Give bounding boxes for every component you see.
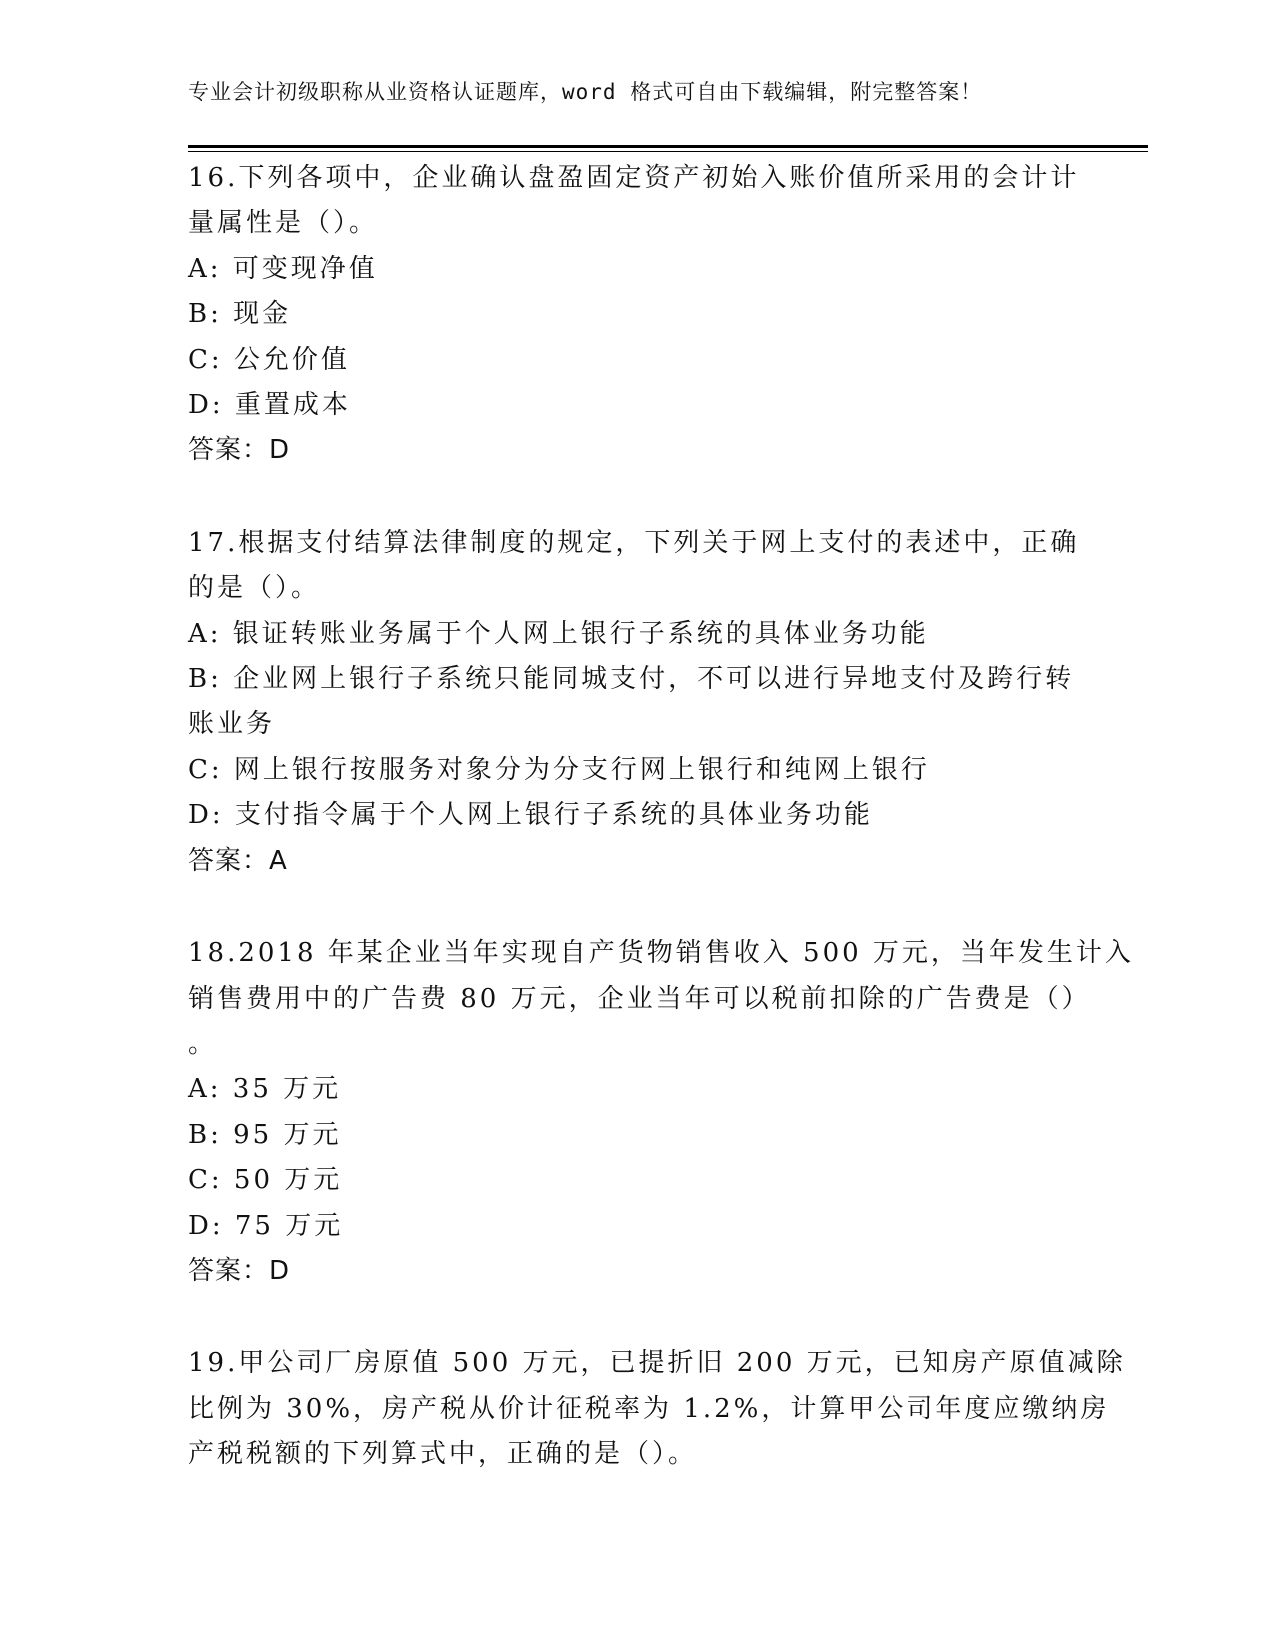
option-b-continued: 账业务 bbox=[188, 709, 276, 740]
answer: 答案：D bbox=[188, 435, 291, 466]
option-a: A: 银证转账业务属于个人网上银行子系统的具体业务功能 bbox=[188, 618, 929, 649]
question-stem-line: 。 bbox=[188, 1028, 218, 1059]
question-stem-line: 比例为 30%，房产税从价计征税率为 1.2%，计算甲公司年度应缴纳房 bbox=[188, 1393, 1110, 1424]
question-19 bbox=[188, 1341, 1126, 1477]
header-rule-thin bbox=[188, 151, 1148, 152]
option-c: C: 网上银行按服务对象分为分支行网上银行和纯网上银行 bbox=[188, 754, 930, 785]
option-c: C: 公允价值 bbox=[188, 344, 350, 375]
option-b: B: 95 万元 bbox=[188, 1119, 342, 1150]
question-stem-line: 16.下列各项中，企业确认盘盈固定资产初始入账价值所采用的会计计 bbox=[188, 163, 1080, 193]
option-c: C: 50 万元 bbox=[188, 1165, 343, 1196]
question-17 bbox=[188, 521, 1088, 884]
answer: 答案：D bbox=[188, 1255, 291, 1286]
question-stem-line: 18.2018 年某企业当年实现自产货物销售收入 500 万元，当年发生计入 bbox=[188, 938, 1134, 969]
question-stem-line: 销售费用中的广告费 80 万元，企业当年可以税前扣除的广告费是（） bbox=[188, 983, 1091, 1014]
header-rule-thick bbox=[188, 145, 1148, 148]
question-stem-line: 的是（）。 bbox=[188, 573, 321, 604]
option-a: A: 可变现净值 bbox=[188, 253, 378, 284]
question-stem-line: 量属性是（）。 bbox=[188, 208, 379, 239]
question-stem-line: 19.甲公司厂房原值 500 万元，已提折旧 200 万元，已知房产原值减除 bbox=[188, 1348, 1126, 1379]
option-d: D: 重置成本 bbox=[188, 390, 351, 421]
question-16 bbox=[188, 156, 1088, 474]
question-stem-line: 17.根据支付结算法律制度的规定，下列关于网上支付的表述中，正确 bbox=[188, 527, 1080, 558]
option-a: A: 35 万元 bbox=[188, 1074, 342, 1105]
answer: 答案：A bbox=[188, 845, 288, 876]
header-note: 专业会计初级职称从业资格认证题库，word 格式可自由下载编辑，附完整答案！ bbox=[188, 80, 983, 104]
question-stem-line: 产税税额的下列算式中，正确的是（）。 bbox=[188, 1439, 698, 1470]
option-d: D: 支付指令属于个人网上银行子系统的具体业务功能 bbox=[188, 800, 873, 831]
option-b: B: 企业网上银行子系统只能同城支付，不可以进行异地支付及跨行转 bbox=[188, 664, 1075, 695]
option-d: D: 75 万元 bbox=[188, 1210, 344, 1241]
option-b: B: 现金 bbox=[188, 299, 292, 330]
question-list bbox=[188, 156, 1134, 1525]
question-18 bbox=[188, 931, 1134, 1294]
